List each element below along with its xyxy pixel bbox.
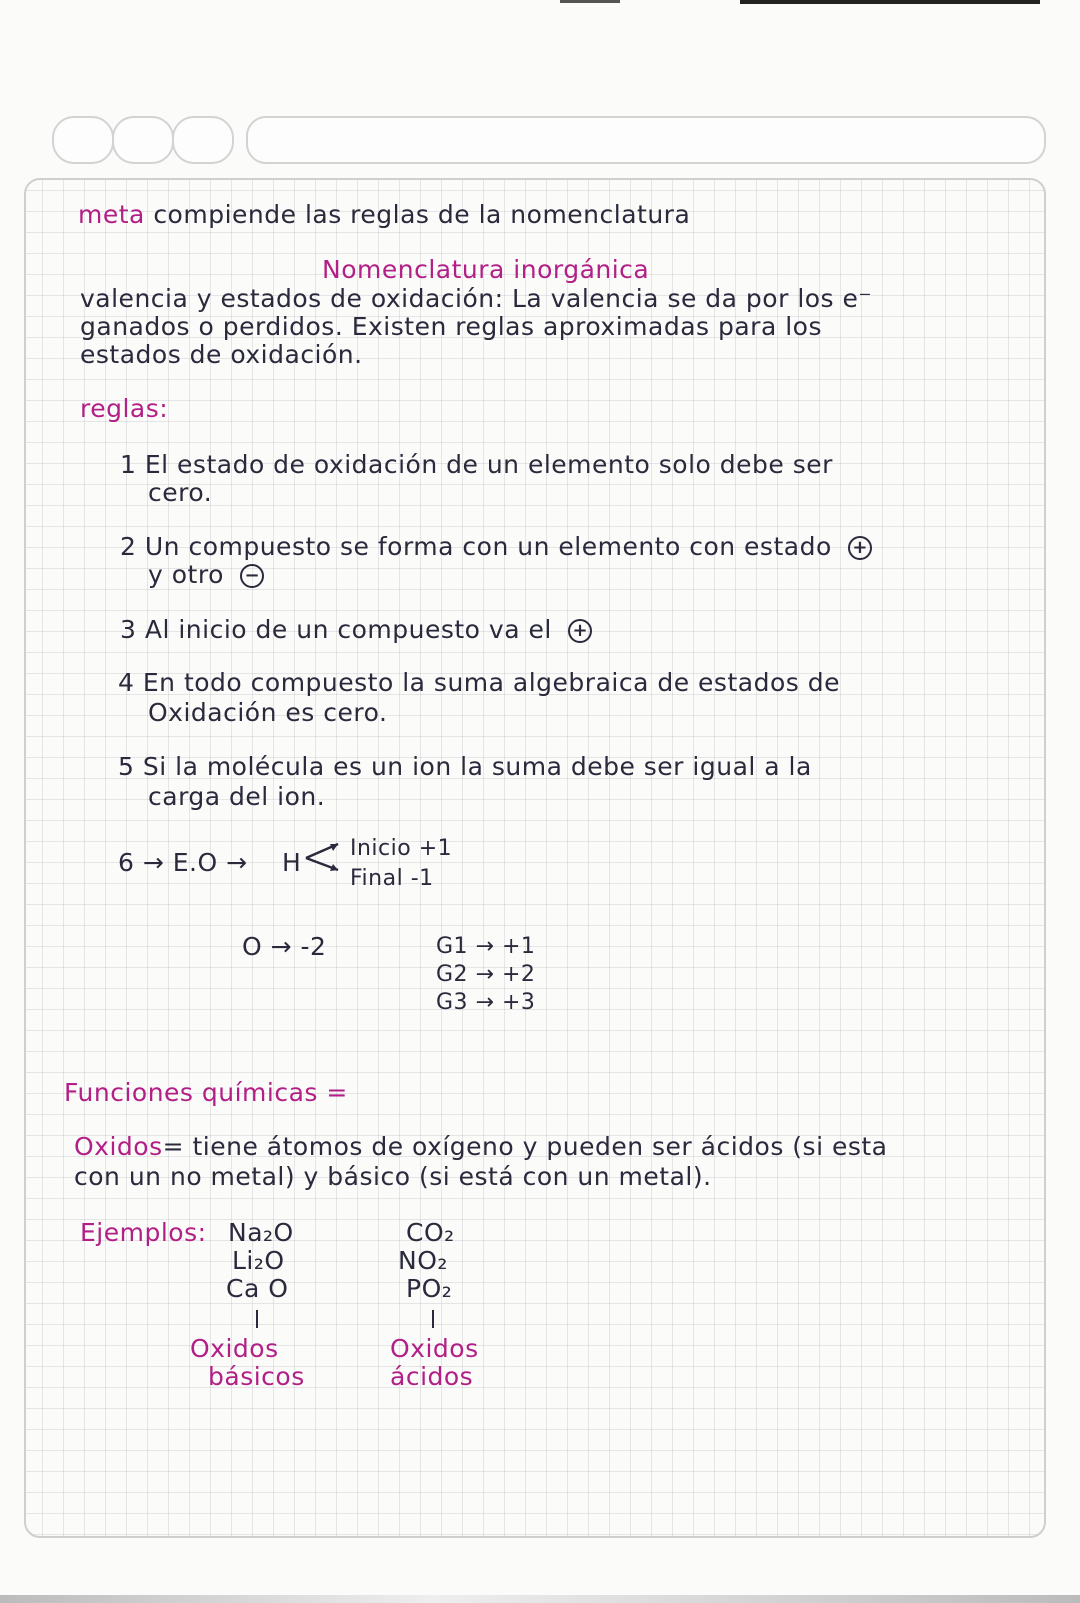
acid-caption-1: Oxidos	[390, 1334, 479, 1363]
group-2-state: G2 → +2	[436, 962, 536, 987]
group-1-state: G1 → +1	[436, 934, 536, 959]
rule-1-text: El estado de oxidación de un elemento solo debe ser	[144, 450, 833, 479]
basic-connector	[256, 1310, 258, 1328]
rule-3-number: 3	[120, 615, 137, 644]
rule-2-line-2	[148, 560, 264, 589]
header-box-2	[112, 116, 174, 164]
rule-4-number: 4	[118, 668, 135, 697]
rule-2-line-2-text: y otro	[148, 560, 224, 589]
header-box-3	[172, 116, 234, 164]
header-box-1	[52, 116, 114, 164]
acid-example-2: NO₂	[398, 1246, 448, 1275]
oxidos-label: Oxidos	[74, 1132, 163, 1161]
intro-line-1: valencia y estados de oxidación: La valencia se da por los e⁻	[80, 284, 873, 313]
rule-5-text: Si la molécula es un ion la suma debe ser igual a la	[142, 752, 812, 781]
basic-example-1: Na₂O	[228, 1218, 294, 1247]
rule-4-line-1	[118, 668, 840, 697]
intro-line-3: estados de oxidación.	[80, 340, 363, 369]
rule-2-number: 2	[120, 532, 137, 561]
rule-5-line-2: carga del ion.	[148, 782, 326, 811]
oxidos-text: = tiene átomos de oxígeno y pueden ser ácidos (si esta	[162, 1132, 888, 1161]
rule-1-line-2: cero.	[148, 478, 213, 507]
rule-5-number: 5	[118, 752, 135, 781]
minus-circle-icon: −	[240, 564, 264, 588]
title-text: compiende las reglas de la nomenclatura	[153, 200, 691, 229]
acid-caption-2: ácidos	[390, 1362, 474, 1391]
rule-1-number: 1	[120, 450, 137, 479]
basic-example-3: Ca O	[226, 1274, 289, 1303]
oxidos-line-1	[74, 1132, 888, 1161]
basic-example-2: Li₂O	[232, 1246, 285, 1275]
rule-1-line-1	[120, 450, 833, 479]
rule-6-label: 6 → E.O →	[118, 848, 248, 877]
hydrogen-symbol: H	[282, 848, 302, 877]
intro-line-2: ganados o perdidos. Existen reglas aproximadas para los	[80, 312, 822, 341]
branch-arrows-icon	[302, 836, 346, 880]
rule-3-line-1	[120, 615, 592, 644]
rule-4-text: En todo compuesto la suma algebraica de estados de	[142, 668, 840, 697]
top-edge-bar	[740, 0, 1040, 4]
rules-heading: reglas:	[80, 394, 169, 423]
rule-2-text: Un compuesto se forma con un elemento con estado	[144, 532, 832, 561]
group-3-state: G3 → +3	[436, 990, 536, 1015]
title-line	[78, 200, 690, 229]
basic-caption-1: Oxidos	[190, 1334, 279, 1363]
header-title-field	[246, 116, 1046, 164]
acid-example-3: PO₂	[406, 1274, 453, 1303]
plus-circle-icon: +	[848, 536, 872, 560]
bottom-edge	[0, 1595, 1080, 1603]
rule-5-line-1	[118, 752, 812, 781]
acid-connector	[432, 1310, 434, 1328]
ejemplos-label: Ejemplos:	[80, 1218, 207, 1247]
oxidos-line-2: con un no metal) y básico (si está con un metal).	[74, 1162, 712, 1191]
acid-example-1: CO₂	[406, 1218, 455, 1247]
top-edge-mark	[560, 0, 620, 3]
rule-2-line-1	[120, 532, 872, 561]
oxygen-state: O → -2	[242, 932, 327, 961]
basic-caption-2: básicos	[208, 1362, 305, 1391]
title-prefix: meta	[78, 200, 145, 229]
rule-4-line-2: Oxidación es cero.	[148, 698, 388, 727]
rule-3-text: Al inicio de un compuesto va el	[144, 615, 552, 644]
funciones-heading: Funciones químicas =	[64, 1078, 348, 1107]
plus-circle-icon: +	[568, 619, 592, 643]
page-subtitle: Nomenclatura inorgánica	[322, 255, 650, 284]
hydrogen-inicio: Inicio +1	[350, 836, 453, 861]
hydrogen-final: Final -1	[350, 866, 434, 891]
